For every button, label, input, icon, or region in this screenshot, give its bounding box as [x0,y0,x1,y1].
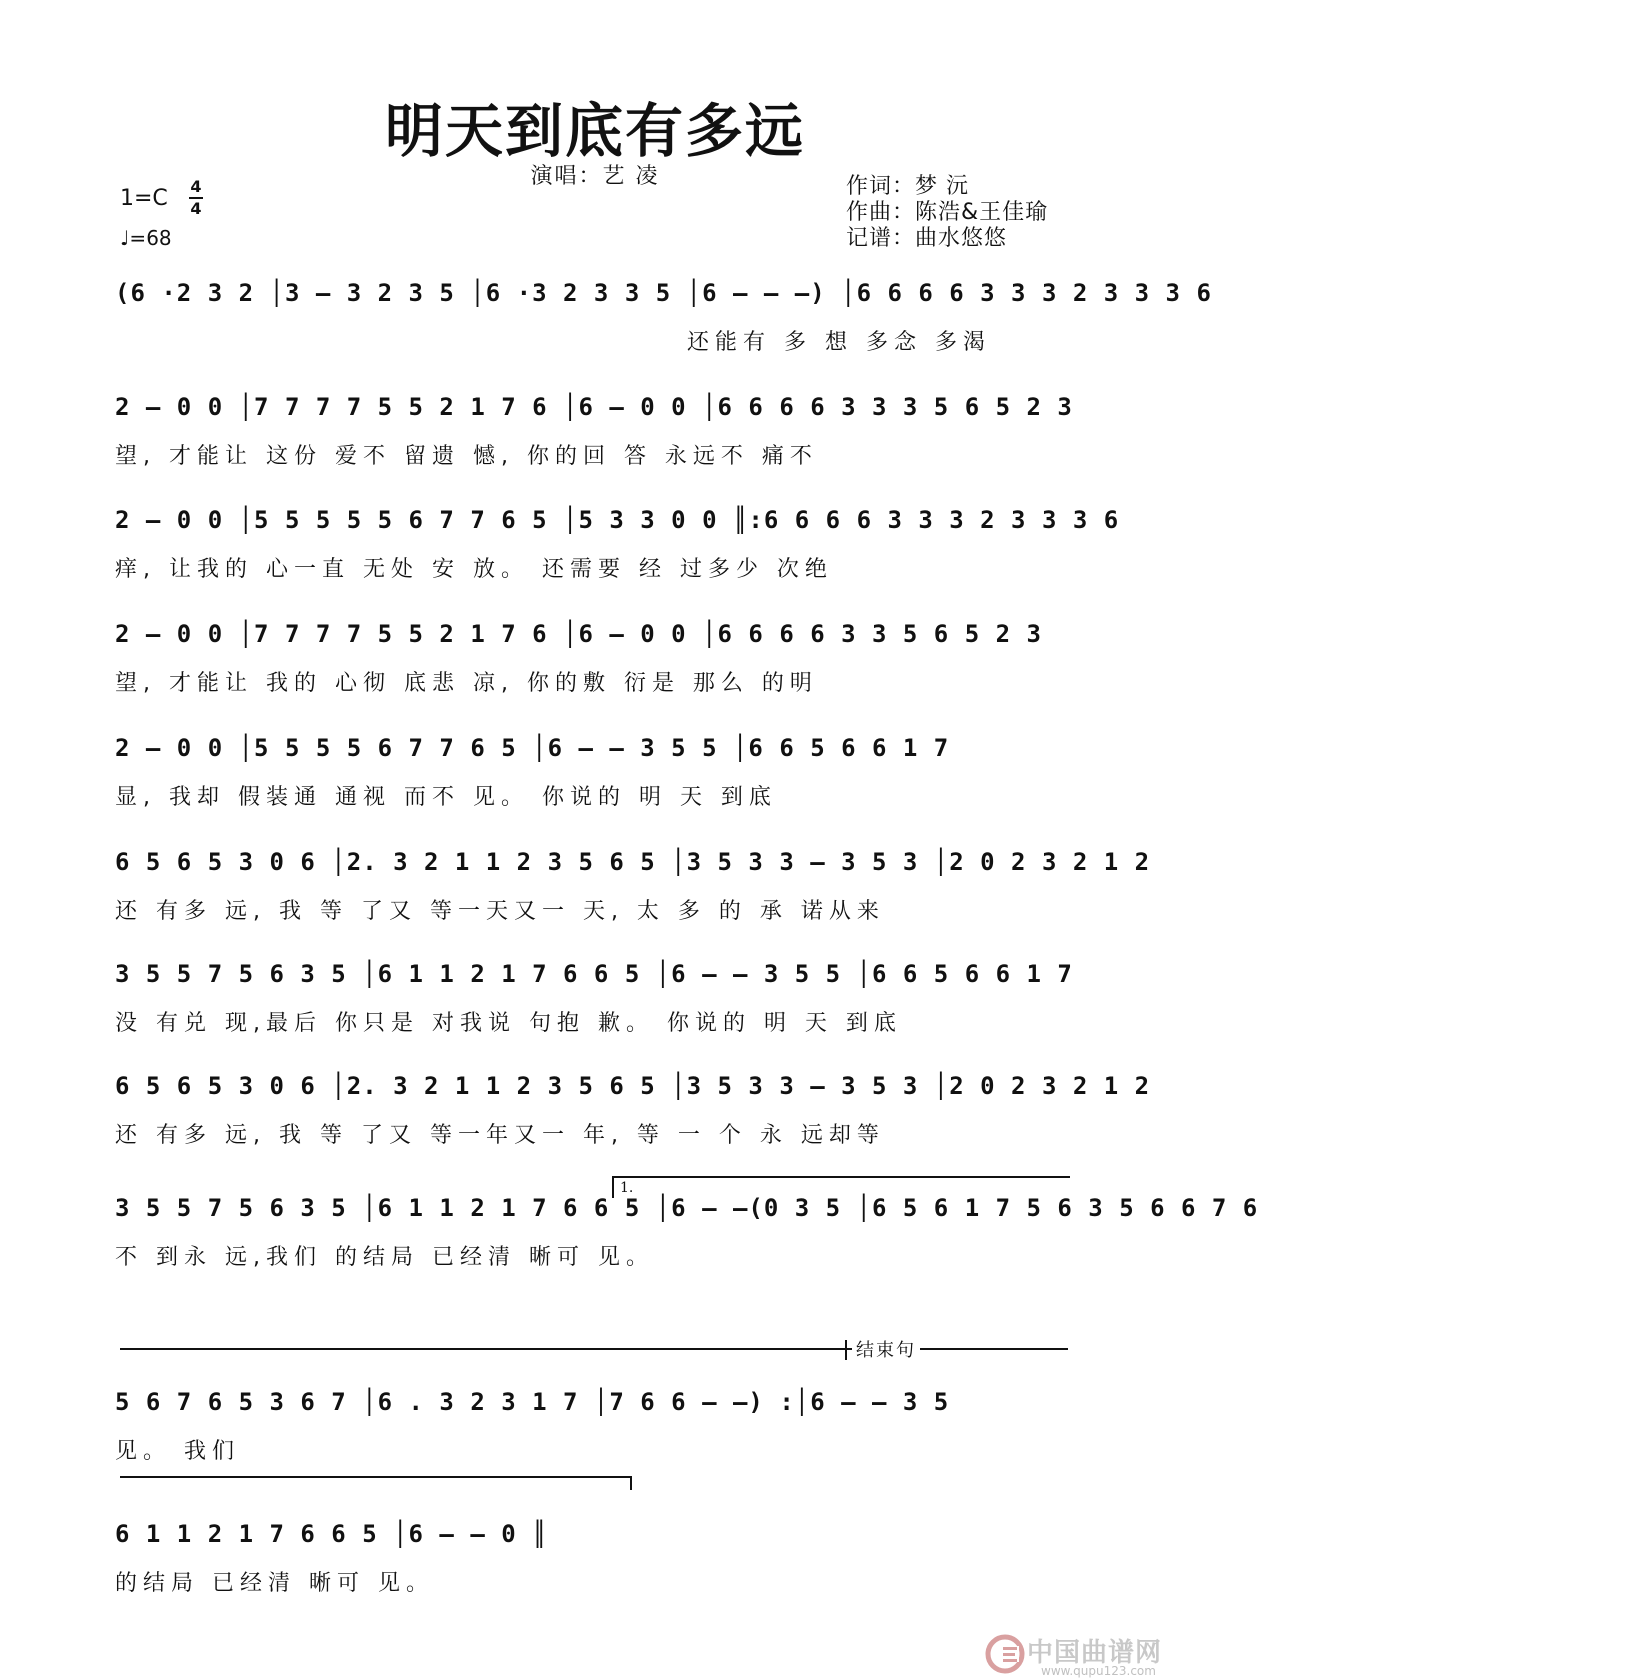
time-signature-top: 4 [190,177,202,196]
ending-divider [120,1348,1068,1350]
notation-line [115,385,1075,433]
jianpu-notes: 3 5 5 7 5 6 3 5 │6 1 1 2 1 7 6 6 5 │6 – – 3 5 5 │6 6 5 6 6 1 7 [115,960,1073,988]
time-signature [186,178,206,218]
transcriber-credit: 记谱：曲水悠悠 [846,226,1008,251]
lyric-line: 望, 才能让 我的 心彻 底悲 凉, 你的敷 衍是 那么 的明 [115,671,818,696]
notation-line [115,1186,1259,1234]
jianpu-notes: 5 6 7 6 5 3 6 7 │6 . 3 2 3 1 7 │7 6 6 – –) :│6 – – 3 5 [115,1388,950,1416]
coda-bracket [120,1476,632,1478]
watermark-url: www.qupu123.com [1041,1664,1156,1678]
jianpu-notes: 6 1 1 2 1 7 6 6 5 │6 – – 0 ║ [115,1520,548,1548]
time-signature-bottom: 4 [190,199,202,218]
key-signature: 1=C [120,186,168,211]
notation-line [115,1064,1151,1112]
watermark-text: 中国曲谱网 [1027,1638,1163,1668]
composer-credit: 作曲：陈浩&王佳瑜 [846,200,1049,225]
song-title: 明天到底有多远 [384,97,805,165]
lyric-line: 见。 我们 [115,1439,240,1464]
tempo-marking: ♩=68 [120,226,172,250]
notation-line [115,726,1075,774]
lyric-line: 望, 才能让 这份 爱不 留遗 憾, 你的回 答 永远不 痛不 [115,444,818,469]
notation-line [115,271,1212,319]
lyric-line: 没 有兑 现,最后 你只是 对我说 句抱 歉。 你说的 明 天 到底 [115,1011,902,1036]
lyric-line: 还能有 多 想 多念 多渴 [687,330,991,355]
jianpu-notes: 2 – 0 0 │7 7 7 7 5 5 2 1 7 6 │6 – 0 0 │6 6 6 6 3 3 5 6 5 2 3 [115,620,1042,648]
notation-line [115,1380,1075,1428]
lyric-line: 还 有多 远, 我 等 了又 等一天又一 天, 太 多 的 承 诺从来 [115,899,885,924]
ending-label: 结束句 [852,1336,920,1362]
notation-line [115,1512,1075,1560]
lyric-line: 不 到永 远,我们 的结局 已经清 晰可 见。 [115,1245,654,1270]
site-logo-icon [985,1634,1025,1674]
notation-line [115,840,1151,888]
lyricist-credit: 作词：梦 沅 [846,174,969,199]
lyric-line: 痒, 让我的 心一直 无处 安 放。 还需要 经 过多少 次绝 [115,557,833,582]
jianpu-notes: 3 5 5 7 5 6 3 5 │6 1 1 2 1 7 6 6 5 │6 – –(0 3 5 │6 5 6 1 7 5 6 3 5 6 6 7 6 [115,1194,1259,1222]
notation-line [115,612,1075,660]
jianpu-notes: (6 ·2 3 2 │3 – 3 2 3 5 │6 ·3 2 3 3 5 │6 – – –) │6 6 6 6 3 3 3 2 3 3 3 6 [115,279,1212,307]
jianpu-notes: 2 – 0 0 │7 7 7 7 5 5 2 1 7 6 │6 – 0 0 │6 6 6 6 3 3 3 5 6 5 2 3 [115,393,1073,421]
lyric-line: 显, 我却 假装通 通视 而不 见。 你说的 明 天 到底 [115,785,777,810]
jianpu-notes: 2 – 0 0 │5 5 5 5 6 7 7 6 5 │6 – – 3 5 5 │6 6 5 6 6 1 7 [115,734,950,762]
lyric-line: 的结局 已经清 晰可 见。 [115,1571,434,1596]
lyric-line: 还 有多 远, 我 等 了又 等一年又一 年, 等 一 个 永 远却等 [115,1123,885,1148]
ending-marker [845,1340,847,1360]
notation-line [115,498,1120,546]
jianpu-notes: 2 – 0 0 │5 5 5 5 5 6 7 7 6 5 │5 3 3 0 0 ║:6 6 6 6 3 3 3 2 3 3 3 6 [115,506,1120,534]
first-ending-label: 1. [620,1180,634,1196]
coda-bracket-end [630,1476,632,1490]
jianpu-notes: 6 5 6 5 3 0 6 │2. 3 2 1 1 2 3 5 6 5 │3 5 3 3 – 3 5 3 │2 0 2 3 2 1 2 [115,848,1151,876]
credits [846,174,1048,252]
notation-line [115,952,1075,1000]
jianpu-notes: 6 5 6 5 3 0 6 │2. 3 2 1 1 2 3 5 6 5 │3 5 3 3 – 3 5 3 │2 0 2 3 2 1 2 [115,1072,1151,1100]
site-watermark [985,1628,1190,1680]
singer-credit: 演唱：艺 凌 [530,164,660,189]
